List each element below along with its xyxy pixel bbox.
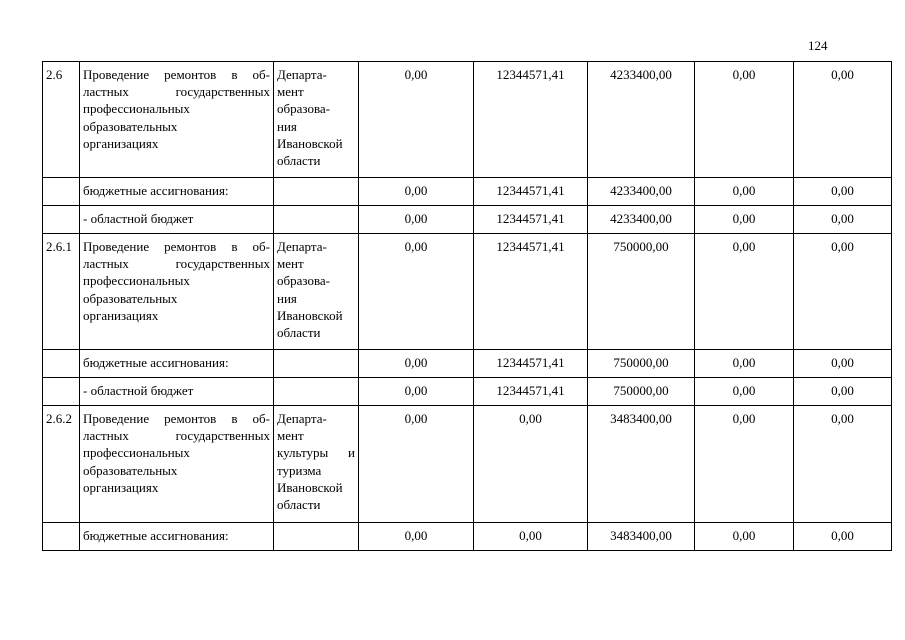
item-code <box>43 350 80 378</box>
budget-table <box>42 61 892 551</box>
table-row <box>43 406 892 523</box>
item-executor <box>274 350 359 378</box>
item-code <box>43 178 80 206</box>
item-code: 2.6.1 <box>43 234 80 350</box>
value-cell: 0,00 <box>359 206 474 234</box>
value-cell: 0,00 <box>794 523 892 551</box>
item-executor <box>274 178 359 206</box>
value-cell: 0,00 <box>474 406 588 523</box>
table-row <box>43 234 892 350</box>
value-cell: 12344571,41 <box>474 206 588 234</box>
value-cell: 12344571,41 <box>474 178 588 206</box>
value-cell: 0,00 <box>695 350 794 378</box>
value-cell: 3483400,00 <box>588 523 695 551</box>
table-row <box>43 523 892 551</box>
value-cell: 0,00 <box>794 378 892 406</box>
value-cell: 0,00 <box>695 62 794 178</box>
page-number: 124 <box>808 38 828 53</box>
item-code <box>43 523 80 551</box>
value-cell: 12344571,41 <box>474 378 588 406</box>
value-cell: 0,00 <box>695 523 794 551</box>
item-code: 2.6.2 <box>43 406 80 523</box>
value-cell: 0,00 <box>695 406 794 523</box>
table-row <box>43 378 892 406</box>
item-executor <box>274 523 359 551</box>
value-cell: 12344571,41 <box>474 350 588 378</box>
item-name: - областной бюджет <box>80 206 274 234</box>
item-name: - областной бюджет <box>80 378 274 406</box>
item-executor: Департа- мент образова- ния Ивановской области <box>274 62 359 178</box>
item-name: Проведение ремонтов в об- ластных государственных профессиональных образовательных организациях <box>80 234 274 350</box>
value-cell: 0,00 <box>359 178 474 206</box>
item-executor <box>274 378 359 406</box>
value-cell: 0,00 <box>794 62 892 178</box>
value-cell: 4233400,00 <box>588 62 695 178</box>
item-code <box>43 206 80 234</box>
value-cell: 0,00 <box>359 350 474 378</box>
item-name: бюджетные ассигнования: <box>80 523 274 551</box>
value-cell: 0,00 <box>794 178 892 206</box>
item-name: бюджетные ассигнования: <box>80 178 274 206</box>
value-cell: 4233400,00 <box>588 178 695 206</box>
value-cell: 3483400,00 <box>588 406 695 523</box>
value-cell: 0,00 <box>794 234 892 350</box>
table-row <box>43 178 892 206</box>
value-cell: 12344571,41 <box>474 62 588 178</box>
table-row <box>43 62 892 178</box>
item-code: 2.6 <box>43 62 80 178</box>
value-cell: 0,00 <box>359 62 474 178</box>
value-cell: 4233400,00 <box>588 206 695 234</box>
value-cell: 750000,00 <box>588 378 695 406</box>
value-cell: 0,00 <box>794 206 892 234</box>
value-cell: 0,00 <box>359 406 474 523</box>
value-cell: 750000,00 <box>588 234 695 350</box>
item-name: Проведение ремонтов в об- ластных государственных профессиональных образовательных организациях <box>80 406 274 523</box>
item-executor: Департа- мент культуры и туризма Ивановской области <box>274 406 359 523</box>
value-cell: 0,00 <box>794 350 892 378</box>
value-cell: 0,00 <box>695 206 794 234</box>
value-cell: 0,00 <box>359 378 474 406</box>
value-cell: 0,00 <box>794 406 892 523</box>
value-cell: 0,00 <box>359 523 474 551</box>
value-cell: 0,00 <box>695 234 794 350</box>
item-name: бюджетные ассигнования: <box>80 350 274 378</box>
value-cell: 0,00 <box>695 178 794 206</box>
value-cell: 0,00 <box>474 523 588 551</box>
value-cell: 0,00 <box>359 234 474 350</box>
value-cell: 0,00 <box>695 378 794 406</box>
item-name: Проведение ремонтов в об- ластных государственных профессиональных образовательных организациях <box>80 62 274 178</box>
item-code <box>43 378 80 406</box>
value-cell: 750000,00 <box>588 350 695 378</box>
table-row <box>43 206 892 234</box>
item-executor: Департа- мент образова- ния Ивановской области <box>274 234 359 350</box>
value-cell: 12344571,41 <box>474 234 588 350</box>
item-executor <box>274 206 359 234</box>
table-row <box>43 350 892 378</box>
